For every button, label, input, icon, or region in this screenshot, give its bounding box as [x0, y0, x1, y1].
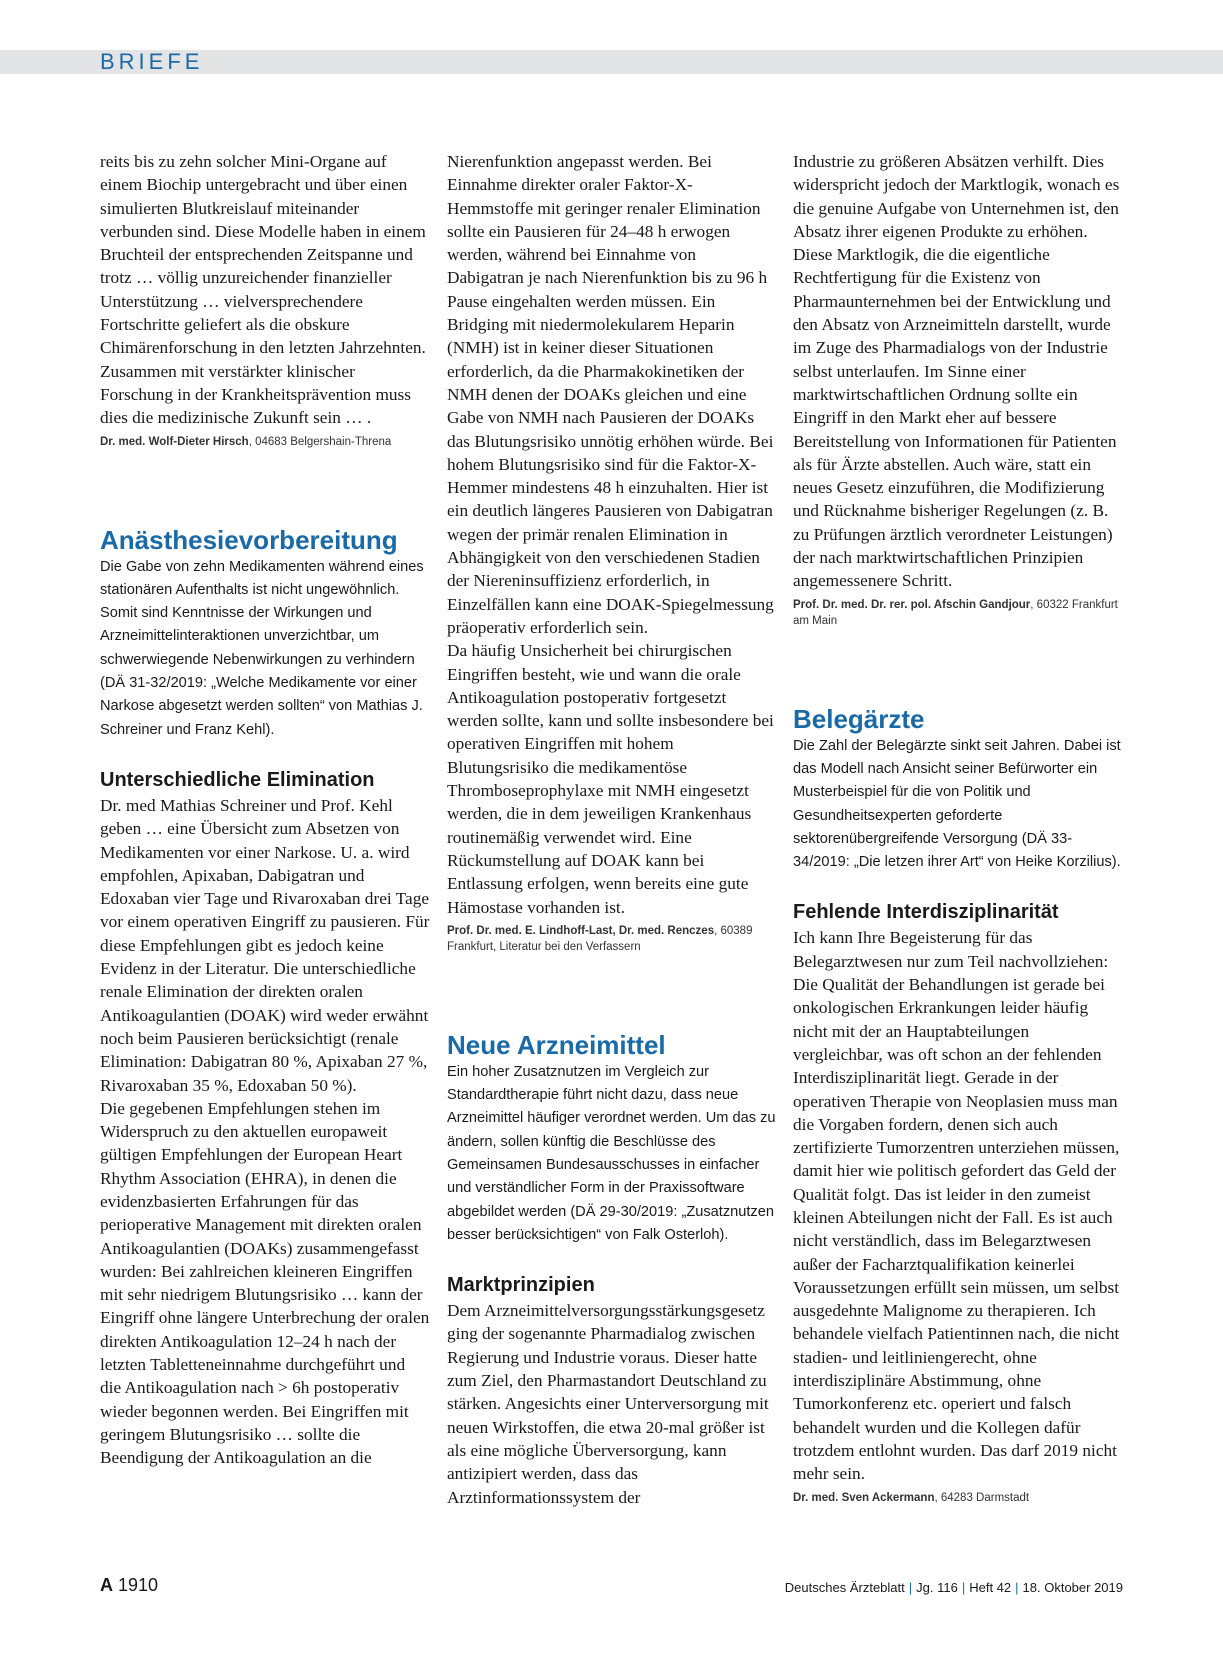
- signature-place: , 60322 Frankfurt am Main: [793, 598, 1118, 627]
- section-heading-belegaerzte: Belegärzte: [793, 703, 925, 734]
- signature-name: Prof. Dr. med. E. Lindhoff-Last, Dr. med. Renczes: [447, 924, 715, 937]
- letter-marktprinzipien-text-1: Dem Arzneimittelversorgungsstärkungsgesetz ging der sogenannte Pharmadialog zwischen Regierung und Industrie voraus. Dieser hatte zum Ziel, den Pharmastandort Deutschland zu stärken. Angesichts einer Unterversorgung mit neuen Wirkstoffen, die etwa 20-mal größer ist als eine mögliche Überversorgung, kann antizipiert werden, dass das Arztinformationssystem der: [447, 1301, 769, 1507]
- journal-info: [785, 1580, 1123, 1595]
- letter-elimination-text-1: Dr. med Mathias Schreiner und Prof. Kehl geben … eine Übersicht zum Absetzen von Medikamenten vor einer Narkose. U. a. wird empfohlen, Apixaban, Dabigatran und Edoxaban vier Tage und Rivaroxaban drei Tage vor einem operativen Eingriff zu pausieren. Für diese Empfehlungen gibt es jedoch keine Evidenz in der Literatur. Die unterschiedliche renale Elimination der direkten oralen Antikoagulantien (DOAK) wird weder erwähnt noch beim Pausieren berücksichtigt (renale Elimination: Dabigatran 80 %, Apixaban 27 %, Rivaroxaban 35 %, Edoxaban 50 %).: [100, 795, 430, 1095]
- signature-lindhoff-last: [447, 923, 777, 955]
- section-heading-arzneimittel: Neue Arzneimittel: [447, 1029, 666, 1060]
- journal-issue: Heft 42: [969, 1580, 1012, 1595]
- letter-elimination-text-2: Die gegebenen Empfehlungen stehen im Widerspruch zu den aktuellen europaweit gültigen Empfehlungen der European Heart Rhythm Association (EHRA), in denen die evidenzbasierten Erfahrungen für das perioperative Management mit direkten oralen Antikoagulantien (DOAKs) zusammengefasst wurden: Bei zahlreichen kleineren Eingriffen mit sehr niedrigem Blutungsrisiko … kann der Eingriff ohne längere Unterbrechung der oralen direkten Antikoagulation 12–24 h nach der letzten Tabletteneinnahme durchgeführt und die Antikoagulation nach > 6h postoperativ wieder begonnen werden. Bei Eingriffen mit geringem Blutungsrisiko … sollte die Beendigung der Antikoagulation an die: [100, 1098, 430, 1468]
- letter-hirsch-text: reits bis zu zehn solcher Mini-Organe auf einem Biochip untergebracht und über einen simulierten Blutkreislauf miteinander verbunden sind. Diese Modelle haben in einem Bruchteil der entsprechenden Zeitspanne und trotz … völlig unzureichender finanzieller Unterstützung … vielversprechendere Fortschritte geliefert als die obskure Chimärenforschung in den letzten Jahrzehnten. Zusammen mit verstärkter klinischer Forschung in der Krankheitsprävention muss dies die medizinische Zukunft sein … .: [100, 152, 426, 428]
- letter-marktprinzipien-text-2: Industrie zu größeren Absätzen verhilft. Dies widerspricht jedoch der Marktlogik, wonach es die genuine Aufgabe von Unternehmen ist, den Absatz ihrer eigenen Produkte zu erhöhen. Diese Marktlogik, die die eigentliche Rechtfertigung für die Existenz von Pharmaunternehmen bei der Entwicklung und den Absatz von Arzneimitteln darstellt, wurde im Zuge des Pharmadialogs von der Industrie selbst unterlaufen. Im Sinne einer marktwirtschaftlichen Ordnung sollte ein Eingriff in den Markt eher auf bessere Bereitstellung von Informationen für Patienten als für Ärzte abstellen. Auch wäre, statt ein neues Gesetz einzuführen, die Modifizierung und Rücknahme bisheriger Regelungen (z. B. zu Prüfungen ärztlich verordneter Leistungen) der nach marktwirtschaftlichen Prinzipien angemessenere Schritt.: [793, 152, 1120, 591]
- signature-place: , 64283 Darmstadt: [934, 1491, 1030, 1504]
- letter-elimination-text-4: Da häufig Unsicherheit bei chirurgischen Eingriffen besteht, wie und wann die orale Antikoagulation postoperativ fortgesetzt werden sollte, kann und sollte insbesondere bei operativen Eingriffen mit hohem Blutungsrisiko die medikamentöse Thromboseprophylaxe mit NMH eingesetzt werden, die in dem jeweiligen Krankenhaus routinemäßig verwendet wird. Eine Rückumstellung auf DOAK kann bei Entlassung erfolgen, wenn bereits eine gute Hämostase vorhanden ist.: [447, 641, 774, 917]
- journal-volume: Jg. 116: [916, 1580, 958, 1595]
- separator: |: [961, 1580, 966, 1595]
- letter-heading-elimination: Unterschiedliche Elimination: [100, 768, 375, 791]
- signature-name: Dr. med. Wolf-Dieter Hirsch: [100, 435, 249, 448]
- signature-name: Dr. med. Sven Ackermann: [793, 1491, 935, 1504]
- journal-name: Deutsches Ärzteblatt: [784, 1580, 905, 1595]
- letter-interdisziplinaritaet-text: Ich kann Ihre Begeisterung für das Belegarztwesen nur zum Teil nachvollziehen: Die Qualität der Behandlungen ist gerade bei onkologischen Erkrankungen leider häufig nicht mit der an Hauptabteilungen vergleichbar, was oft schon an der fehlenden Interdisziplinarität liegt. Gerade in der operativen Therapie von Neoplasien muss man die Vorgaben fordern, denen sich auch zertifizierte Tumorzentren unterziehen müssen, damit hier wie politisch gefordert das Geld der Qualität folgt. Das ist leider in den zumeist kleinen Abteilungen nicht der Fall. Es ist auch nicht verständlich, dass im Belegarztwesen außer der Facharztqualifikation keinerlei Voraussetzungen erfüllt sein müssen, um selbst ausgedehnte Malignome zu therapieren. Ich behandele vielfach Patientinnen nach, die nicht stadien- und leitliniengerecht, ohne interdisziplinäre Abstimmung, ohne Tumorkonferenz etc. operiert und falsch behandelt wurden und die Kollegen dafür trotzdem entlohnt wurden. Das darf 2019 nicht mehr sein.: [793, 928, 1120, 1484]
- signature-gandjour: [793, 597, 1123, 629]
- column-3: [793, 150, 1123, 1506]
- section-lead-anaesthesie: Die Gabe von zehn Medikamenten während eines stationären Aufenthalts ist nicht ungewöhnlich. Somit sind Kenntnisse der Wirkungen und Arzneimittelinteraktionen unverzichtbar, um schwerwiegende Nebenwirkungen zu verhindern (DÄ 31-32/2019: „Welche Medikamente vor einer Narkose abgesetzt werden sollten“ von Mathias J. Schreiner und Franz Kehl).: [100, 558, 424, 738]
- signature-place: , 60389 Frankfurt, Literatur bei den Verfassern: [447, 924, 753, 953]
- section-lead-belegaerzte: Die Zahl der Belegärzte sinkt seit Jahren. Dabei ist das Modell nach Ansicht seiner Befürworter ein Musterbeispiel für die von Politik und Gesundheitsexperten geforderte sektorenübergreifende Versorgung (DÄ 33-34/2019: „Die letzen ihrer Art“ von Heike Korzilius).: [793, 737, 1121, 871]
- journal-date: 18. Oktober 2019: [1022, 1580, 1123, 1595]
- letter-heading-marktprinzipien: Marktprinzipien: [447, 1274, 595, 1297]
- separator: |: [908, 1580, 913, 1595]
- letter-elimination-text-3: Nierenfunktion angepasst werden. Bei Einnahme direkter oraler Faktor-X-Hemmstoffe mit geringer renaler Elimination sollte ein Pausieren für 24–48 h erwogen werden, während bei Einnahme von Dabigatran je nach Nierenfunktion bis zu 96 h Pause eingehalten werden müssen. Ein Bridging mit niedermolekularem Heparin (NMH) ist in keiner dieser Situationen erforderlich, da die Pharmakokinetiken der NMH denen der DOAKs gleichen und eine Gabe von NMH nach Pausieren der DOAKs das Blutungsrisiko unnötig erhöhen würde. Bei hohem Blutungsrisiko sind für die Faktor-X-Hemmer mindestens 48 h einzuhalten. Hier ist ein deutlich längeres Pausieren von Dabigatran wegen der primär renalen Elimination in Abhängigkeit von den verschiedenen Stadien der Niereninsuffizienz erforderlich, in Einzelfällen kann eine DOAK-Spiegelmessung präoperativ erforderlich sein.: [447, 152, 774, 637]
- signature-ackermann: [793, 1490, 1123, 1506]
- signature-hirsch: [100, 434, 430, 450]
- page-number-value: 1910: [118, 1575, 159, 1595]
- column-1: [100, 150, 430, 1470]
- section-lead-arzneimittel: Ein hoher Zusatznutzen im Vergleich zur Standardtherapie führt nicht dazu, dass neue Arzneimittel häufiger verordnet werden. Um das zu ändern, sollen künftig die Beschlüsse des Gemeinsamen Bundesausschusses in einfacher und verständlicher Form in der Praxissoftware abgebildet werden (DÄ 29-30/2019: „Zusatznutzen besser berücksichtigen“ von Falk Osterloh).: [447, 1063, 776, 1243]
- signature-name: Prof. Dr. med. Dr. rer. pol. Afschin Gandjour: [793, 598, 1031, 611]
- signature-place: , 04683 Belgershain-Threna: [248, 435, 392, 448]
- page-number: [100, 1575, 158, 1596]
- page-prefix: A: [100, 1575, 113, 1595]
- section-heading-anaesthesie: Anästhesievorbereitung: [100, 524, 398, 555]
- column-2: [447, 150, 777, 1509]
- section-label: BRIEFE: [100, 49, 204, 74]
- separator: |: [1015, 1580, 1019, 1595]
- letter-heading-interdisziplinaritaet: Fehlende Interdisziplinarität: [793, 901, 1059, 924]
